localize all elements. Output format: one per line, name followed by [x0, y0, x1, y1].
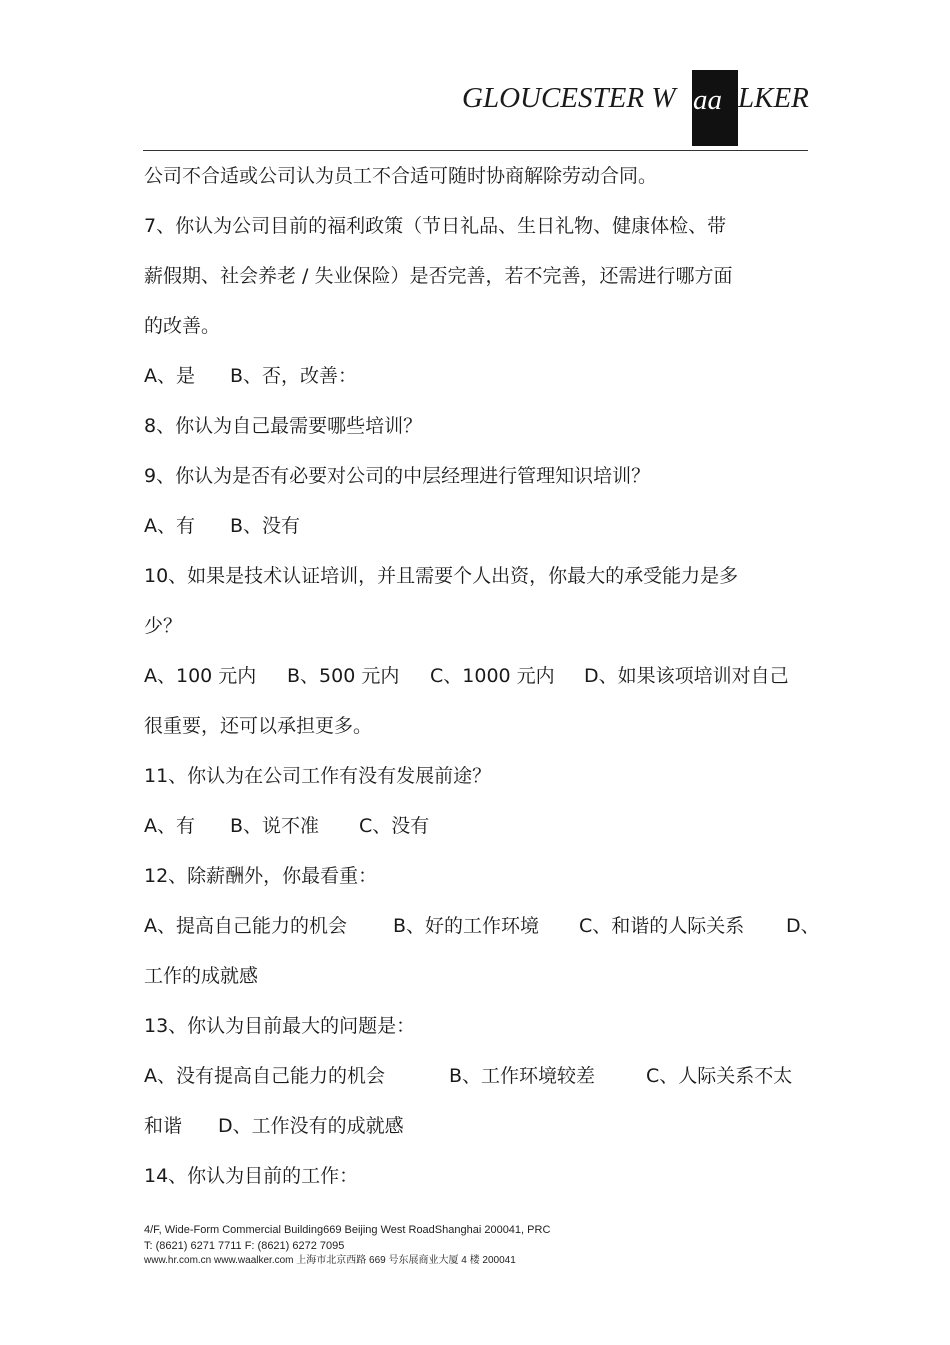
- option-c-cont: 和谐: [144, 1115, 183, 1137]
- logo-text-right: LKER: [738, 82, 809, 114]
- option-c: C、和谐的人际关系: [579, 915, 745, 937]
- company-logo: [462, 70, 812, 150]
- header-rule: [143, 150, 808, 151]
- option-a: A、提高自己能力的机会: [144, 915, 347, 937]
- text-line: 的改善。: [144, 315, 221, 337]
- option-b: B、没有: [230, 515, 301, 537]
- question-14: 14、你认为目前的工作：: [144, 1165, 359, 1187]
- question-13: 13、你认为目前最大的问题是：: [144, 1015, 416, 1037]
- option-a: A、100 元内: [144, 665, 257, 687]
- option-b: B、500 元内: [287, 665, 400, 687]
- option-d: D、: [786, 915, 820, 937]
- option-d: D、如果该项培训对自己: [584, 665, 789, 687]
- text-line: 薪假期、社会养老 / 失业保险）是否完善，若不完善，还需进行哪方面: [144, 265, 733, 287]
- option-b: B、好的工作环境: [393, 915, 540, 937]
- question-11: 11、你认为在公司工作有没有发展前途？: [144, 765, 492, 787]
- option-d: D、工作没有的成就感: [218, 1115, 404, 1137]
- option-b: B、说不准: [230, 815, 320, 837]
- footer-phone: T: (8621) 6271 7711 F: (8621) 6272 7095: [144, 1240, 345, 1252]
- footer-address: 4/F, Wide-Form Commercial Building669 Beijing West RoadShanghai 200041, PRC: [144, 1224, 551, 1236]
- option-a: A、有: [144, 815, 195, 837]
- logo-text-left: GLOUCESTER W: [462, 82, 676, 114]
- option-a: A、是: [144, 365, 195, 387]
- text-line: 少？: [144, 615, 183, 637]
- footer-web: www.hr.com.cn www.waalker.com 上海市北京西路 669 号东展商业大厦 4 楼 200041: [144, 1255, 516, 1266]
- text-line: 很重要，还可以承担更多。: [144, 715, 373, 737]
- question-7: 7、你认为公司目前的福利政策（节日礼品、生日礼物、健康体检、带: [144, 215, 727, 237]
- question-10: 10、如果是技术认证培训，并且需要个人出资，你最大的承受能力是多: [144, 565, 739, 587]
- question-9: 9、你认为是否有必要对公司的中层经理进行管理知识培训？: [144, 465, 651, 487]
- option-b: B、工作环境较差: [449, 1065, 596, 1087]
- option-a: A、有: [144, 515, 195, 537]
- option-c: C、没有: [359, 815, 430, 837]
- logo-text-mid: aa: [693, 84, 722, 116]
- option-b: B、否，改善：: [230, 365, 358, 387]
- text-line: 公司不合适或公司认为员工不合适可随时协商解除劳动合同。: [144, 165, 658, 187]
- option-c: C、人际关系不太: [646, 1065, 793, 1087]
- text-line: 工作的成就感: [144, 965, 259, 987]
- option-a: A、没有提高自己能力的机会: [144, 1065, 385, 1087]
- option-c: C、1000 元内: [430, 665, 555, 687]
- question-8: 8、你认为自己最需要哪些培训？: [144, 415, 423, 437]
- question-12: 12、除薪酬外，你最看重：: [144, 865, 378, 887]
